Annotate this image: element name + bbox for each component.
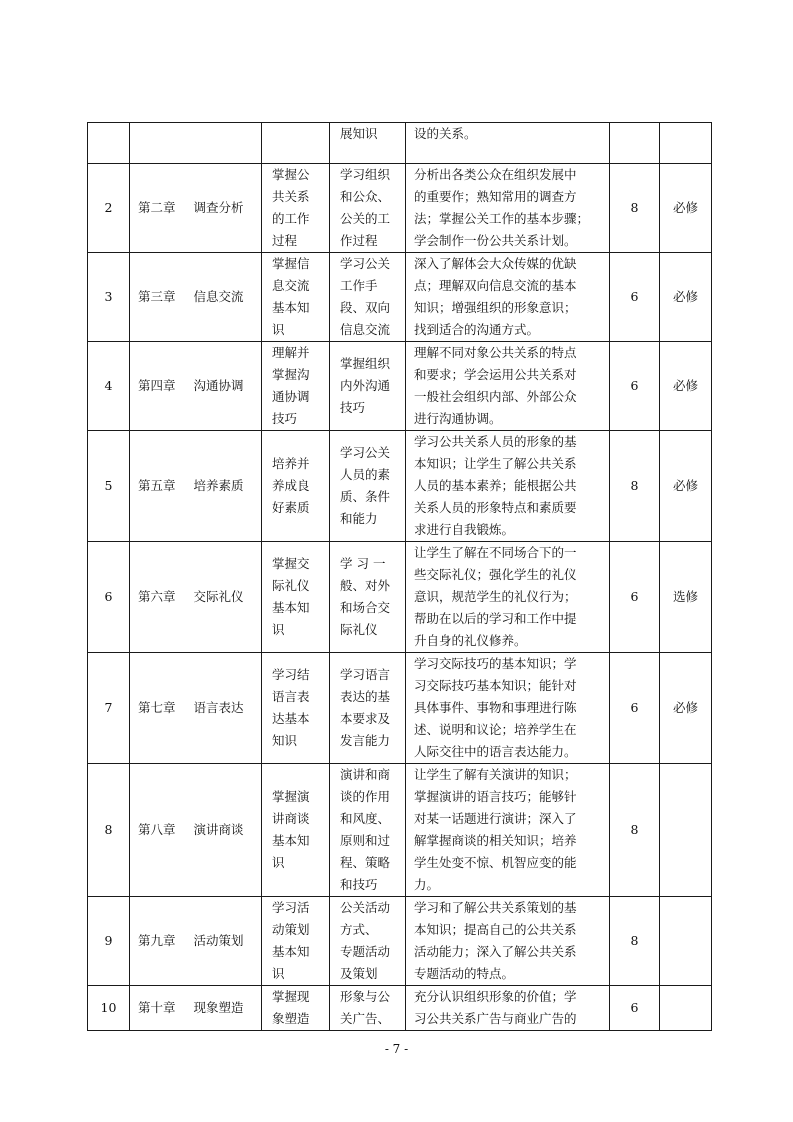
row-number: 4: [104, 378, 113, 393]
requirement-cell: [406, 764, 610, 897]
chapter-number: 第八章: [138, 822, 176, 837]
course-type-cell: [660, 253, 712, 342]
chapter-name: 现象塑造: [193, 1000, 244, 1015]
requirement-cell: [406, 897, 610, 986]
cell-text-line: 掌握演: [272, 789, 310, 804]
hours-value: 6: [630, 378, 639, 393]
content-cell: [330, 431, 406, 542]
cell-text-line: 识: [272, 855, 285, 870]
cell-text-line: 习公共关系广告与商业广告的: [414, 1011, 577, 1026]
cell-text-line: 专题活动: [340, 944, 391, 959]
cell-text-line: 达基本: [272, 711, 310, 726]
chapter-number: 第六章: [138, 589, 176, 604]
cell-text-line: 本知识；让学生了解公共关系: [414, 456, 577, 471]
requirement-cell: [406, 253, 610, 342]
table-row: [88, 342, 712, 431]
table-row: [88, 764, 712, 897]
chapter-number: 第二章: [138, 200, 176, 215]
chapter-name: 培养素质: [193, 478, 244, 493]
cell-text-line: 和要求；学会运用公共关系对: [414, 367, 577, 382]
row-number: 5: [104, 478, 113, 493]
chapter-number: 第三章: [138, 289, 176, 304]
cell-text-line: 掌握交: [272, 556, 310, 571]
course-type: 必修: [672, 700, 698, 715]
cell-text-line: 方式、: [340, 922, 378, 937]
cell-text-line: 深入了解体会大众传媒的优缺: [414, 256, 577, 271]
cell-text-line: 点；理解双向信息交流的基本: [414, 278, 577, 293]
table-row: [88, 897, 712, 986]
row-number-cell: [88, 123, 130, 164]
goal-cell: [262, 342, 330, 431]
course-type: 必修: [672, 200, 698, 215]
cell-text-line: 识: [272, 322, 285, 337]
course-type-cell: [660, 897, 712, 986]
cell-text-line: 掌握公: [272, 167, 310, 182]
chapter-cell: [130, 653, 262, 764]
row-number-cell: [88, 542, 130, 653]
chapter-number: 第四章: [138, 378, 176, 393]
cell-text-line: 培养并: [272, 456, 310, 471]
cell-text-line: 升自身的礼仪修养。: [414, 633, 527, 648]
course-type-cell: [660, 764, 712, 897]
cell-text-line: 学习交际技巧的基本知识；学: [414, 656, 577, 671]
chapter-number: 第五章: [138, 478, 176, 493]
cell-text-line: 信息交流: [340, 322, 391, 337]
chapter-cell: [130, 164, 262, 253]
cell-text-line: 基本知: [272, 600, 310, 615]
cell-text-line: 人员的基本素养；能根据公共: [414, 478, 577, 493]
requirement-cell: [406, 123, 610, 164]
cell-text-line: 共关系: [272, 189, 310, 204]
row-number-cell: [88, 253, 130, 342]
course-type-cell: [660, 542, 712, 653]
content-cell: [330, 653, 406, 764]
cell-text-line: 公关的工: [340, 211, 391, 226]
chapter-cell: [130, 431, 262, 542]
cell-text-line: 分析出各类公众在组织发展中: [414, 167, 577, 182]
cell-text-line: 理解并: [272, 345, 310, 360]
hours-cell: [610, 764, 660, 897]
chapter-number: 第七章: [138, 700, 176, 715]
goal-cell: [262, 897, 330, 986]
cell-text-line: 展知识: [340, 126, 378, 141]
chapter-name: 演讲商谈: [193, 822, 244, 837]
course-type: 必修: [672, 378, 698, 393]
hours-cell: [610, 431, 660, 542]
row-number-cell: [88, 431, 130, 542]
cell-text-line: 学习组织: [340, 167, 391, 182]
cell-text-line: 掌握组织: [340, 356, 391, 371]
cell-text-line: 具体事件、事物和事理进行陈: [414, 700, 577, 715]
goal-cell: [262, 431, 330, 542]
chapter-cell: [130, 342, 262, 431]
table-row: [88, 653, 712, 764]
cell-text-line: 的工作: [272, 211, 310, 226]
cell-text-line: 学习结: [272, 667, 310, 682]
cell-text-line: 对某一话题进行演讲；深入了: [414, 811, 577, 826]
syllabus-table: [87, 122, 712, 1031]
cell-text-line: 发言能力: [340, 733, 391, 748]
cell-text-line: 习交际技巧基本知识；能针对: [414, 678, 577, 693]
cell-text-line: 学习活: [272, 900, 310, 915]
cell-text-line: 设的关系。: [414, 126, 477, 141]
hours-value: 8: [630, 822, 639, 837]
row-number: 2: [104, 200, 113, 215]
cell-text-line: 工作手: [340, 278, 378, 293]
requirement-cell: [406, 342, 610, 431]
cell-text-line: 掌握信: [272, 256, 310, 271]
cell-text-line: 公关活动: [340, 900, 391, 915]
cell-text-line: 段、双向: [340, 300, 391, 315]
cell-text-line: 基本知: [272, 300, 310, 315]
table-row: [88, 253, 712, 342]
chapter-name: 语言表达: [193, 700, 244, 715]
goal-cell: [262, 986, 330, 1031]
row-number: 9: [104, 933, 113, 948]
cell-text-line: 进行沟通协调。: [414, 411, 502, 426]
cell-text-line: 意识，规范学生的礼仪行为；: [414, 589, 577, 604]
row-number: 6: [104, 589, 113, 604]
cell-text-line: 讲商谈: [272, 811, 310, 826]
row-number: 7: [104, 700, 113, 715]
chapter-cell: [130, 123, 262, 164]
course-type: 必修: [672, 289, 698, 304]
content-cell: [330, 986, 406, 1031]
hours-cell: [610, 342, 660, 431]
row-number-cell: [88, 764, 130, 897]
cell-text-line: 掌握沟: [272, 367, 310, 382]
requirement-cell: [406, 164, 610, 253]
cell-text-line: 学习公共关系人员的形象的基: [414, 434, 577, 449]
cell-text-line: 学习公关: [340, 445, 391, 460]
goal-cell: [262, 253, 330, 342]
cell-text-line: 充分认识组织形象的价值；学: [414, 989, 577, 1004]
cell-text-line: 掌握现: [272, 989, 310, 1004]
cell-text-line: 表达的基: [340, 689, 391, 704]
cell-text-line: 学会制作一份公共关系计划。: [414, 233, 577, 248]
chapter-cell: [130, 253, 262, 342]
content-cell: [330, 123, 406, 164]
cell-text-line: 作过程: [340, 233, 378, 248]
table-row: [88, 986, 712, 1031]
content-cell: [330, 164, 406, 253]
goal-cell: [262, 542, 330, 653]
hours-value: 6: [630, 589, 639, 604]
cell-text-line: 际礼仪: [272, 578, 310, 593]
cell-text-line: 找到适合的沟通方式。: [414, 322, 540, 337]
course-type-cell: [660, 653, 712, 764]
cell-text-line: 技巧: [272, 411, 298, 426]
cell-text-line: 养成良: [272, 478, 310, 493]
cell-text-line: 质、条件: [340, 489, 391, 504]
cell-text-line: 形象与公: [340, 989, 391, 1004]
cell-text-line: 学 习 一: [340, 556, 386, 571]
hours-value: 6: [630, 1000, 639, 1015]
requirement-cell: [406, 986, 610, 1031]
cell-text-line: 和风度、: [340, 811, 391, 826]
cell-text-line: 掌握演讲的语言技巧；能够针: [414, 789, 577, 804]
hours-cell: [610, 897, 660, 986]
cell-text-line: 好素质: [272, 500, 310, 515]
cell-text-line: 知识: [272, 733, 298, 748]
course-type-cell: [660, 431, 712, 542]
cell-text-line: 内外沟通: [340, 378, 391, 393]
chapter-number: 第九章: [138, 933, 176, 948]
content-cell: [330, 542, 406, 653]
requirement-cell: [406, 431, 610, 542]
hours-cell: [610, 123, 660, 164]
hours-cell: [610, 542, 660, 653]
goal-cell: [262, 764, 330, 897]
cell-text-line: 基本知: [272, 944, 310, 959]
chapter-name: 信息交流: [193, 289, 244, 304]
cell-text-line: 学生处变不惊、机智应变的能: [414, 855, 577, 870]
cell-text-line: 动策划: [272, 922, 310, 937]
goal-cell: [262, 653, 330, 764]
course-type-cell: [660, 342, 712, 431]
table-row: [88, 123, 712, 164]
course-type-cell: [660, 986, 712, 1031]
cell-text-line: 技巧: [340, 400, 366, 415]
cell-text-line: 原则和过: [340, 833, 391, 848]
row-number: 8: [104, 822, 113, 837]
cell-text-line: 息交流: [272, 278, 310, 293]
cell-text-line: 些交际礼仪；强化学生的礼仪: [414, 567, 577, 582]
cell-text-line: 让学生了解有关演讲的知识；: [414, 767, 577, 782]
cell-text-line: 及策划: [340, 966, 378, 981]
cell-text-line: 谈的作用: [340, 789, 391, 804]
goal-cell: [262, 164, 330, 253]
cell-text-line: 一般社会组织内部、外部公众: [414, 389, 577, 404]
course-type-cell: [660, 164, 712, 253]
row-number: 3: [104, 289, 113, 304]
cell-text-line: 过程: [272, 233, 298, 248]
cell-text-line: 知识；增强组织的形象意识；: [414, 300, 577, 315]
cell-text-line: 识: [272, 966, 285, 981]
chapter-cell: [130, 542, 262, 653]
content-cell: [330, 342, 406, 431]
cell-text-line: 和场合交: [340, 600, 391, 615]
chapter-number: 第十章: [138, 1000, 176, 1015]
cell-text-line: 人员的素: [340, 467, 391, 482]
content-cell: [330, 253, 406, 342]
cell-text-line: 活动能力；深入了解公共关系: [414, 944, 577, 959]
chapter-name: 沟通协调: [193, 378, 244, 393]
row-number-cell: [88, 986, 130, 1031]
cell-text-line: 基本知: [272, 833, 310, 848]
goal-cell: [262, 123, 330, 164]
table-row: [88, 431, 712, 542]
requirement-cell: [406, 542, 610, 653]
cell-text-line: 关广告、: [340, 1011, 391, 1026]
hours-value: 8: [630, 933, 639, 948]
chapter-cell: [130, 986, 262, 1031]
cell-text-line: 关系人员的形象特点和素质要: [414, 500, 577, 515]
hours-value: 8: [630, 200, 639, 215]
course-type: 选修: [672, 589, 698, 604]
cell-text-line: 述、说明和议论；培养学生在: [414, 722, 577, 737]
row-number-cell: [88, 164, 130, 253]
hours-cell: [610, 253, 660, 342]
row-number-cell: [88, 342, 130, 431]
cell-text-line: 际礼仪: [340, 622, 378, 637]
cell-text-line: 识: [272, 622, 285, 637]
cell-text-line: 程、策略: [340, 855, 391, 870]
cell-text-line: 解掌握商谈的相关知识；培养: [414, 833, 577, 848]
hours-cell: [610, 986, 660, 1031]
cell-text-line: 求进行自我锻炼。: [414, 522, 515, 537]
cell-text-line: 象塑造: [272, 1011, 310, 1026]
chapter-name: 交际礼仪: [193, 589, 244, 604]
content-cell: [330, 897, 406, 986]
table-row: [88, 164, 712, 253]
row-number-cell: [88, 897, 130, 986]
cell-text-line: 语言表: [272, 689, 310, 704]
cell-text-line: 演讲和商: [340, 767, 391, 782]
table-body: [88, 123, 712, 1031]
page-number: - 7 -: [384, 1042, 409, 1056]
cell-text-line: 人际交往中的语言表达能力。: [414, 744, 577, 759]
cell-text-line: 帮助在以后的学习和工作中提: [414, 611, 577, 626]
hours-value: 6: [630, 700, 639, 715]
cell-text-line: 学习语言: [340, 667, 391, 682]
row-number-cell: [88, 653, 130, 764]
cell-text-line: 和公众、: [340, 189, 391, 204]
cell-text-line: 般、对外: [340, 578, 391, 593]
hours-cell: [610, 164, 660, 253]
cell-text-line: 让学生了解在不同场合下的一: [414, 545, 577, 560]
requirement-cell: [406, 653, 610, 764]
cell-text-line: 理解不同对象公共关系的特点: [414, 345, 577, 360]
cell-text-line: 通协调: [272, 389, 310, 404]
table-row: [88, 542, 712, 653]
chapter-name: 调查分析: [193, 200, 244, 215]
row-number: 10: [100, 1000, 117, 1015]
cell-text-line: 和能力: [340, 511, 378, 526]
hours-value: 6: [630, 289, 639, 304]
course-type-cell: [660, 123, 712, 164]
cell-text-line: 本知识；提高自己的公共关系: [414, 922, 577, 937]
cell-text-line: 本要求及: [340, 711, 391, 726]
chapter-cell: [130, 897, 262, 986]
cell-text-line: 专题活动的特点。: [414, 966, 515, 981]
chapter-cell: [130, 764, 262, 897]
cell-text-line: 的重要作；熟知常用的调查方: [414, 189, 577, 204]
cell-text-line: 学习和了解公共关系策划的基: [414, 900, 577, 915]
cell-text-line: 和技巧: [340, 877, 378, 892]
cell-text-line: 力。: [414, 877, 440, 892]
hours-cell: [610, 653, 660, 764]
content-cell: [330, 764, 406, 897]
chapter-name: 活动策划: [193, 933, 244, 948]
course-type: 必修: [672, 478, 698, 493]
cell-text-line: 法；掌握公关工作的基本步骤；: [414, 211, 590, 226]
cell-text-line: 学习公关: [340, 256, 391, 271]
hours-value: 8: [630, 478, 639, 493]
